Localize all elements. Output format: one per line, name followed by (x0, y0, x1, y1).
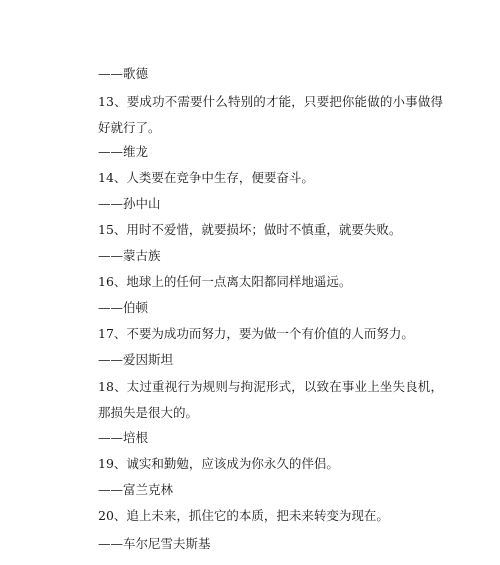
attribution-burton: ——伯顿 (98, 300, 149, 315)
quote-13: 13、要成功不需要什么特别的才能，只要把你能做的小事做得好就行了。 (98, 94, 443, 135)
quote-19: 19、诚实和勤勉，应该成为你永久的伴侣。 (98, 456, 339, 471)
attribution-franklin: ——富兰克林 (98, 482, 174, 497)
attribution-chernyshevsky: ——车尔尼雪夫斯基 (98, 536, 211, 551)
attribution-goethe: ——歌德 (98, 66, 149, 81)
attribution-einstein: ——爱因斯坦 (98, 352, 174, 367)
attribution-mongolian: ——蒙古族 (98, 248, 161, 263)
quote-14: 14、人类要在竞争中生存，便要奋斗。 (98, 170, 314, 185)
quote-17: 17、不要为成功而努力，要为做一个有价值的人而努力。 (98, 326, 414, 341)
quote-15: 15、用时不爱惜，就要损坏；做时不慎重，就要失败。 (98, 222, 402, 237)
attribution-bacon: ——培根 (98, 430, 149, 445)
attribution-villon: ——维龙 (98, 144, 149, 159)
quote-16: 16、地球上的任何一点离太阳都同样地遥远。 (98, 274, 352, 289)
attribution-sun-yat-sen: ——孙中山 (98, 196, 161, 211)
quote-20: 20、追上未来，抓住它的本质，把未来转变为现在。 (98, 508, 389, 523)
quote-18: 18、太过重视行为规则与拘泥形式，以致在事业上坐失良机，那损失是很大的。 (98, 379, 443, 420)
